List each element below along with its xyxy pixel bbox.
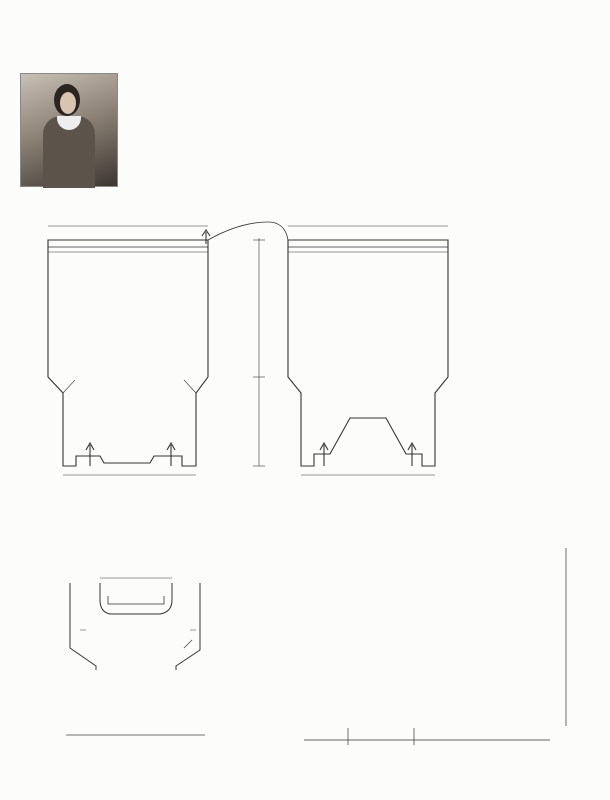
front-body-outline [288, 240, 448, 466]
collar-outline [70, 583, 200, 670]
back-body-outline [48, 240, 208, 466]
